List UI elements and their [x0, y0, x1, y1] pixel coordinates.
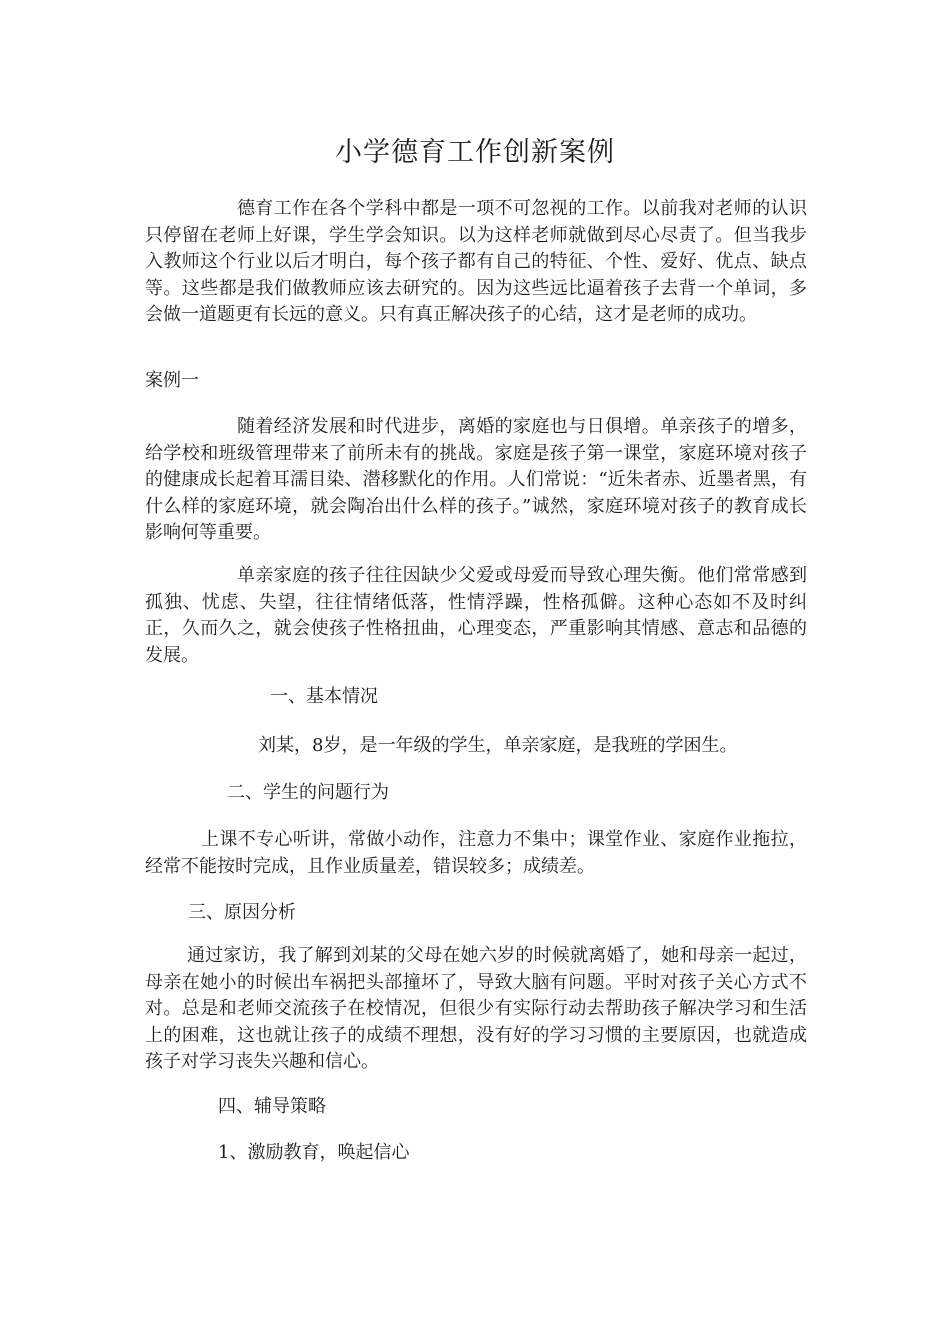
document-title: 小学德育工作创新案例	[335, 137, 615, 168]
case-heading: 案例一	[145, 370, 199, 391]
section-2-text: 上课不专心听讲，常做小动作，注意力不集中；课堂作业、家庭作业拖拉，经常不能按时完成，且作业质量差，错误较多；成绩差。	[145, 829, 807, 877]
section-4-heading: 四、辅导策略	[218, 1096, 326, 1117]
section-4-item-1: 1、激励教育，唤起信心	[218, 1142, 410, 1163]
case-paragraph-2: 单亲家庭的孩子往往因缺少父爱或母爱而导致心理失衡。他们常常感到孤独、忧虑、失望，往往情绪低落，性情浮躁，性格孤僻。这种心态如不及时纠正，久而久之，就会使孩子性格扭曲，心理变态，严重影响其情感、意志和品德的发展。	[145, 565, 807, 666]
section-1-heading: 一、基本情况	[270, 686, 378, 707]
section-3-heading: 三、原因分析	[188, 902, 296, 923]
section-2-heading: 二、学生的问题行为	[227, 782, 389, 803]
case-paragraph-1: 随着经济发展和时代进步，离婚的家庭也与日俱增。单亲孩子的增多，给学校和班级管理带来了前所未有的挑战。家庭是孩子第一课堂，家庭环境对孩子的健康成长起着耳濡目染、潜移默化的作用。人们常说：“近朱者赤、近墨者黑，有什么样的家庭环境，就会陶冶出什么样的孩子。”诚然，家庭环境对孩子的教育成长影响何等重要。	[145, 416, 807, 543]
intro-paragraph: 德育工作在各个学科中都是一项不可忽视的工作。以前我对老师的认识只停留在老师上好课，学生学会知识。以为这样老师就做到尽心尽责了。但当我步入教师这个行业以后才明白，每个孩子都有自己的特征、个性、爱好、优点、缺点等。这些都是我们做教师应该去研究的。因为这些远比逼着孩子去背一个单词，多会做一道题更有长远的意义。只有真正解决孩子的心结，这才是老师的成功。	[145, 198, 807, 325]
section-3-text: 通过家访，我了解到刘某的父母在她六岁的时候就离婚了，她和母亲一起过，母亲在她小的时候出车祸把头部撞坏了，导致大脑有问题。平时对孩子关心方式不对。总是和老师交流孩子在校情况，但很少有实际行动去帮助孩子解决学习和生活上的困难，这也就让孩子的成绩不理想，没有好的学习习惯的主要原因，也就造成孩子对学习丧失兴趣和信心。	[145, 945, 807, 1072]
section-1-text: 刘某，8岁，是一年级的学生，单亲家庭，是我班的学困生。	[258, 735, 738, 756]
